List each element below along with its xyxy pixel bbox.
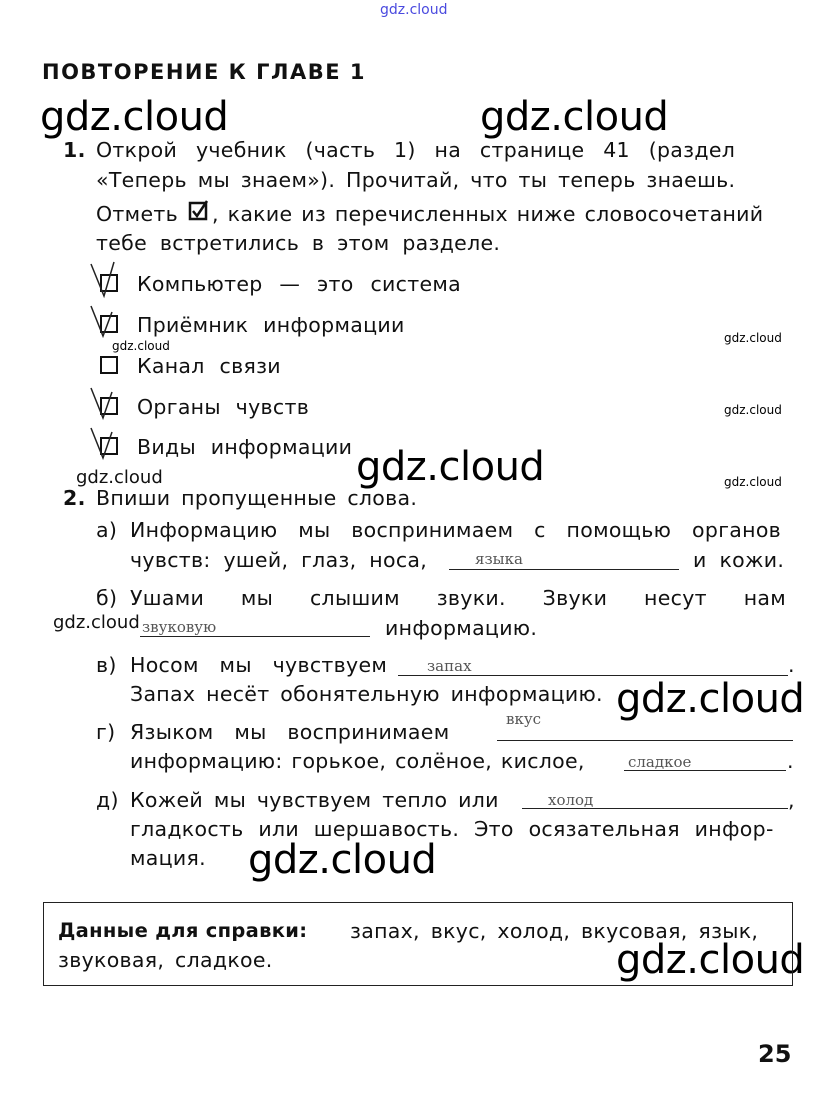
checkmark-icon [88,302,122,342]
task2g-line1-pre: Языком мы воспринимаем [130,720,450,744]
task2d-blank [522,808,788,809]
task2-number: 2. [63,486,86,510]
page-number: 25 [758,1040,792,1068]
task1-line1: Открой учебник (часть 1) на странице 41 (раздел [96,138,736,162]
task2a-line2-post: и кожи. [693,548,785,572]
task2b-answer[interactable]: звуковую [142,618,217,636]
task2d-answer[interactable]: холод [548,791,594,809]
watermark-small-2: gdz.cloud [724,331,782,345]
checkmark-icon [88,424,122,464]
option-label-4: Органы чувств [137,395,310,419]
task2b-line1: Ушами мы слышим звуки. Звуки несут нам [130,586,787,610]
task2a-letter: а) [96,518,118,542]
watermark-4: gdz.cloud [76,467,163,488]
task2v-letter: в) [96,653,117,677]
task2v-line1-pre: Носом мы чувствуем [130,653,388,677]
task2a-line1: Информацию мы воспринимаем с помощью органов [130,518,782,542]
watermark-small-3: gdz.cloud [724,403,782,417]
task2-title: Впиши пропущенные слова. [96,486,418,510]
task2v-answer[interactable]: запах [427,657,472,675]
task2a-line2-pre: чувств: ушей, глаз, носа, [130,548,428,572]
reference-text1: запах, вкус, холод, вкусовая, язык, [350,919,759,943]
option-label-2: Приёмник информации [137,313,405,337]
task2v-blank [398,675,788,676]
task1-number: 1. [63,138,86,162]
option-label-1: Компьютер — это система [137,272,461,296]
reference-box [43,902,793,986]
task1-line3-post: , какие из перечисленных ниже словосочетаний [212,202,764,226]
task2a-blank [449,569,679,570]
watermark-1: gdz.cloud [40,94,229,140]
watermark-small-4: gdz.cloud [724,475,782,489]
watermark-7: gdz.cloud [248,837,437,883]
task2b-line2-post: информацию. [385,616,538,640]
option-checkbox-3[interactable] [100,356,118,374]
task1-line4: тебе встретились в этом разделе. [96,231,501,255]
watermark-8: gdz.cloud [616,937,805,983]
watermark-3: gdz.cloud [356,444,545,490]
watermark-top: gdz.cloud [380,2,448,18]
task2g-line2-post: . [787,749,794,773]
task2d-line1-pre: Кожей мы чувствуем тепло или [130,788,499,812]
task2g-answer1[interactable]: вкус [506,710,542,728]
task2g-blank1 [497,740,793,741]
task2g-letter: г) [96,720,116,744]
task1-line2: «Теперь мы знаем»). Прочитай, что ты теперь знаешь. [96,168,736,192]
task2g-blank2 [624,770,786,771]
task2d-letter: д) [96,788,119,812]
watermark-6: gdz.cloud [616,676,805,722]
task2v-line2: Запах несёт обонятельную информацию. [130,682,603,706]
reference-text2: звуковая, сладкое. [58,948,273,972]
checkmark-icon [88,384,122,424]
task2d-line1-post: , [788,788,795,812]
watermark-small-1: gdz.cloud [112,339,170,353]
option-label-3: Канал связи [137,354,281,378]
reference-label: Данные для справки: [58,919,308,942]
watermark-5: gdz.cloud [53,612,140,633]
task2b-blank [140,636,370,637]
task2v-line1-post: . [788,653,795,677]
section-heading: ПОВТОРЕНИЕ К ГЛАВЕ 1 [42,60,366,84]
task2b-letter: б) [96,586,118,610]
task2g-line2-pre: информацию: горькое, солёное, кислое, [130,749,585,773]
task2d-line2: гладкость или шершавость. Это осязательная инфор- [130,817,774,841]
task2a-answer[interactable]: языка [475,550,523,568]
task2g-answer2[interactable]: сладкое [628,753,692,771]
checkmark-icon [88,260,122,302]
checked-box-icon [188,199,212,223]
task2d-line3: мация. [130,846,206,870]
task1-line3-pre: Отметь [96,202,178,226]
option-label-5: Виды информации [137,435,353,459]
watermark-2: gdz.cloud [480,94,669,140]
